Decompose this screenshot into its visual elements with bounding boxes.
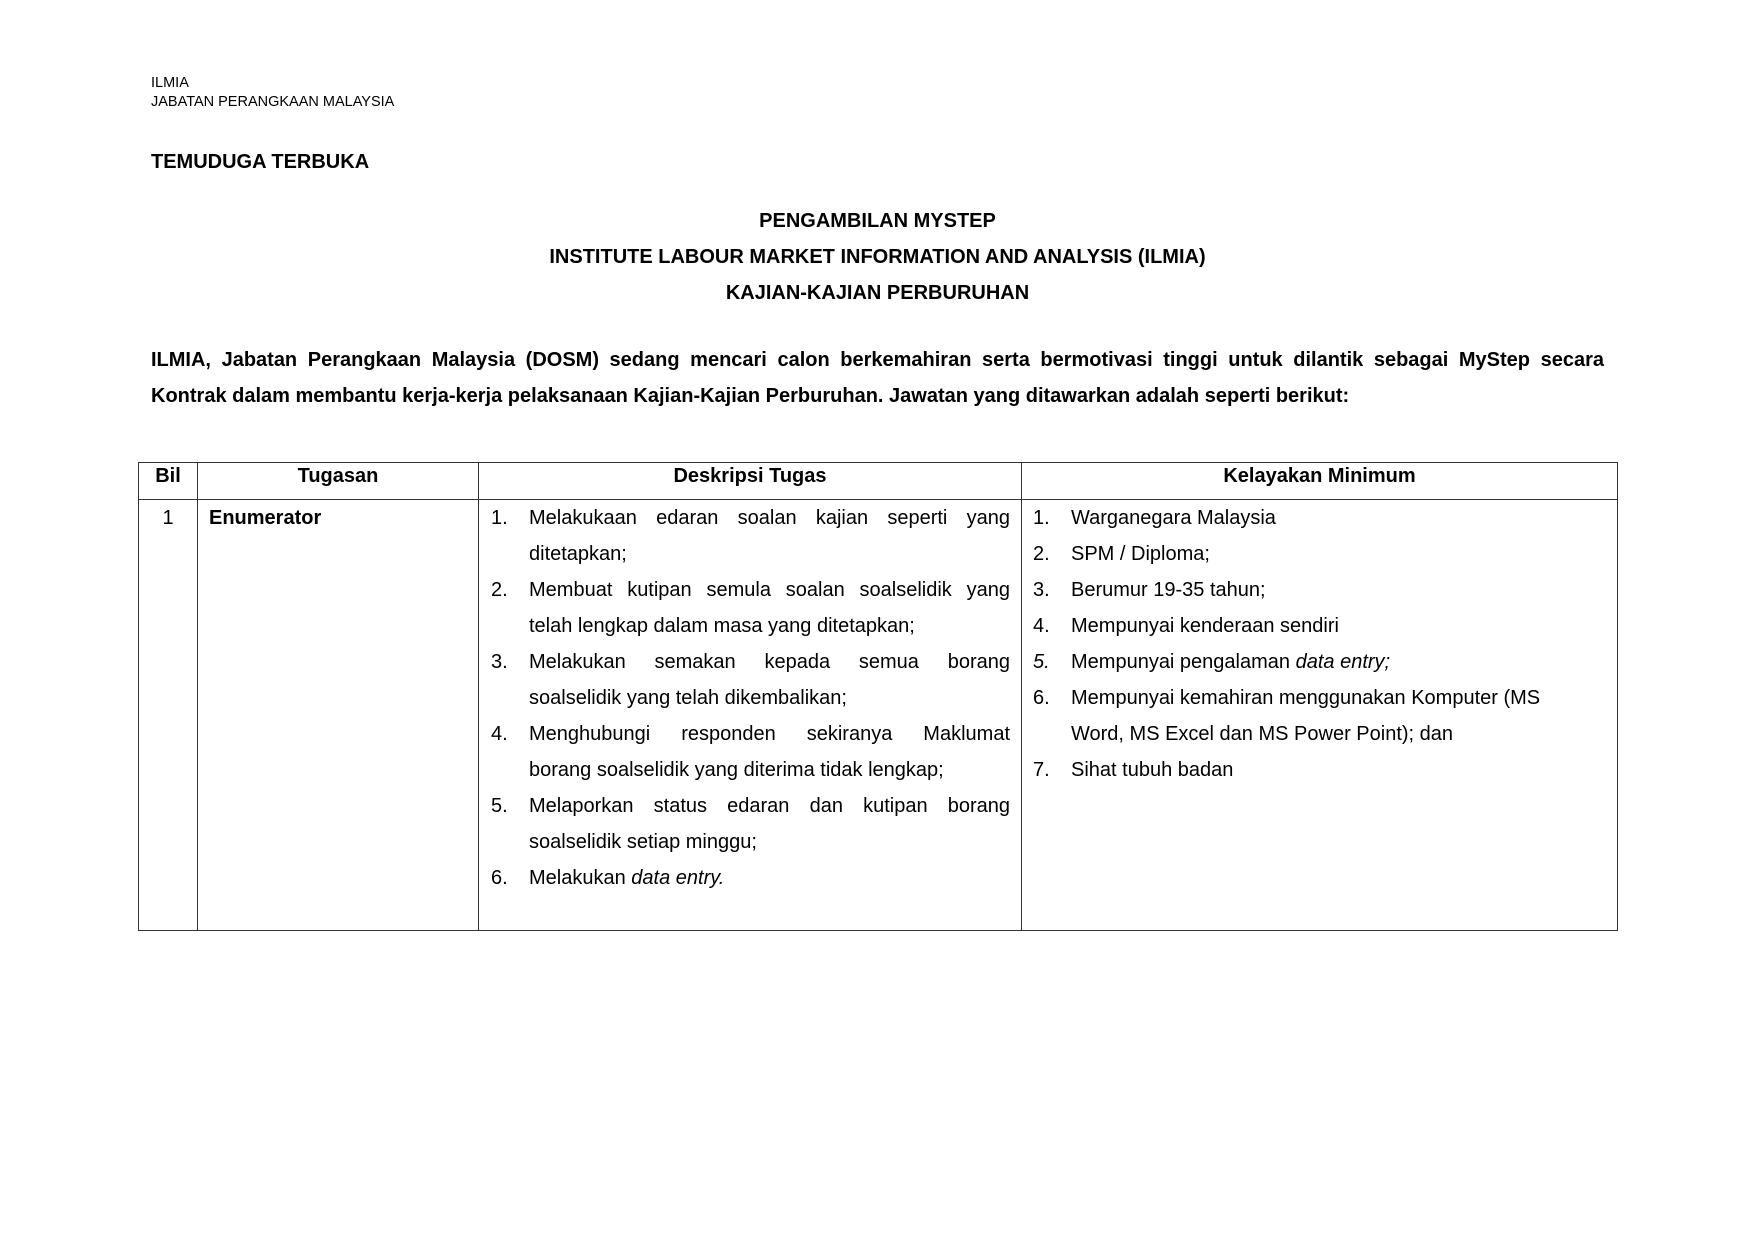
item-text-line: ditetapkan; bbox=[529, 543, 627, 565]
list-item bbox=[479, 716, 1021, 788]
table-header-row bbox=[139, 463, 1618, 500]
item-number: 5. bbox=[1033, 651, 1050, 673]
item-number: 4. bbox=[1033, 615, 1050, 637]
item-number: 6. bbox=[491, 867, 508, 889]
item-text: Warganegara Malaysia bbox=[1071, 507, 1276, 529]
title-line-2: INSTITUTE LABOUR MARKET INFORMATION AND ANALYSIS (ILMIA) bbox=[549, 246, 1206, 268]
item-text: Berumur 19-35 tahun; bbox=[1071, 579, 1266, 601]
intro-paragraph: ILMIA, Jabatan Perangkaan Malaysia (DOSM) sedang mencari calon berkemahiran serta bermotivasi tinggi untuk dilantik sebagai MyStep secara Kontrak dalam membantu kerja-kerja pelaksanaan Kajian-Kajian Perburuhan. Jawatan yang ditawarkan adalah seperti berikut: bbox=[151, 349, 1604, 407]
header-bil: Bil bbox=[139, 463, 198, 500]
item-number: 7. bbox=[1033, 759, 1050, 781]
item-text-line: borang soalselidik yang diterima tidak lengkap; bbox=[529, 759, 944, 781]
list-item bbox=[479, 860, 1021, 896]
org-name: ILMIA bbox=[151, 75, 189, 91]
list-item bbox=[1022, 752, 1617, 788]
job-table bbox=[138, 462, 1618, 931]
list-item bbox=[1022, 680, 1617, 752]
list-item bbox=[479, 788, 1021, 860]
item-text bbox=[529, 716, 1021, 788]
list-item bbox=[1022, 500, 1617, 536]
list-item bbox=[479, 500, 1021, 572]
list-item bbox=[1022, 608, 1617, 644]
header-deskripsi: Deskripsi Tugas bbox=[479, 463, 1022, 500]
department-name: JABATAN PERANGKAAN MALAYSIA bbox=[151, 94, 395, 110]
item-text bbox=[529, 788, 1021, 860]
section-title: TEMUDUGA TERBUKA bbox=[151, 151, 370, 173]
item-text bbox=[529, 860, 1021, 896]
list-item bbox=[479, 572, 1021, 644]
item-text-line: Word, MS Excel dan MS Power Point); dan bbox=[1071, 723, 1454, 745]
item-text-plain: Melakukan bbox=[529, 867, 632, 889]
item-text-line: Membuat kutipan semula soalan soalselidik yang bbox=[529, 579, 1010, 601]
table-row bbox=[139, 500, 1618, 931]
header-kelayakan: Kelayakan Minimum bbox=[1022, 463, 1618, 500]
item-text: Sihat tubuh badan bbox=[1071, 759, 1234, 781]
item-number: 2. bbox=[1033, 543, 1050, 565]
item-number: 4. bbox=[491, 723, 508, 745]
cell-deskripsi bbox=[479, 500, 1022, 931]
cell-bil: 1 bbox=[139, 500, 198, 931]
item-number: 1. bbox=[1033, 507, 1050, 529]
item-text-line: Melakukan semakan kepada semua borang bbox=[529, 651, 1010, 673]
item-number: 2. bbox=[491, 579, 508, 601]
cell-kelayakan bbox=[1022, 500, 1618, 931]
item-text bbox=[529, 572, 1021, 644]
title-line-1: PENGAMBILAN MYSTEP bbox=[759, 210, 996, 232]
item-number: 3. bbox=[491, 651, 508, 673]
item-text-line: telah lengkap dalam masa yang ditetapkan; bbox=[529, 615, 915, 637]
document-titles bbox=[0, 203, 1755, 311]
item-text-line: soalselidik setiap minggu; bbox=[529, 831, 757, 853]
list-item bbox=[1022, 536, 1617, 572]
item-text bbox=[1071, 680, 1617, 752]
item-text-italic: data entry; bbox=[1295, 651, 1391, 673]
header-tugasan: Tugasan bbox=[198, 463, 479, 500]
item-text: Mempunyai kenderaan sendiri bbox=[1071, 615, 1339, 637]
item-text-line: Mempunyai kemahiran menggunakan Komputer (MS bbox=[1071, 687, 1541, 709]
list-item bbox=[479, 644, 1021, 716]
list-item bbox=[1022, 644, 1617, 680]
item-number: 5. bbox=[491, 795, 508, 817]
item-text-line: Menghubungi responden sekiranya Maklumat bbox=[529, 723, 1010, 745]
item-text-line: Melakukaan edaran soalan kajian seperti yang bbox=[529, 507, 1010, 529]
item-text-line: Melaporkan status edaran dan kutipan borang bbox=[529, 795, 1010, 817]
item-text bbox=[1071, 644, 1617, 680]
list-item bbox=[1022, 572, 1617, 608]
item-text-italic: data entry. bbox=[631, 867, 725, 889]
item-text-line: soalselidik yang telah dikembalikan; bbox=[529, 687, 847, 709]
item-text: SPM / Diploma; bbox=[1071, 543, 1210, 565]
title-line-3: KAJIAN-KAJIAN PERBURUHAN bbox=[725, 282, 1030, 304]
item-text-plain: Mempunyai pengalaman bbox=[1071, 651, 1296, 673]
item-number: 6. bbox=[1033, 687, 1050, 709]
item-text bbox=[529, 644, 1021, 716]
cell-tugasan: Enumerator bbox=[198, 500, 479, 931]
item-number: 3. bbox=[1033, 579, 1050, 601]
item-text bbox=[529, 500, 1021, 572]
item-number: 1. bbox=[491, 507, 508, 529]
